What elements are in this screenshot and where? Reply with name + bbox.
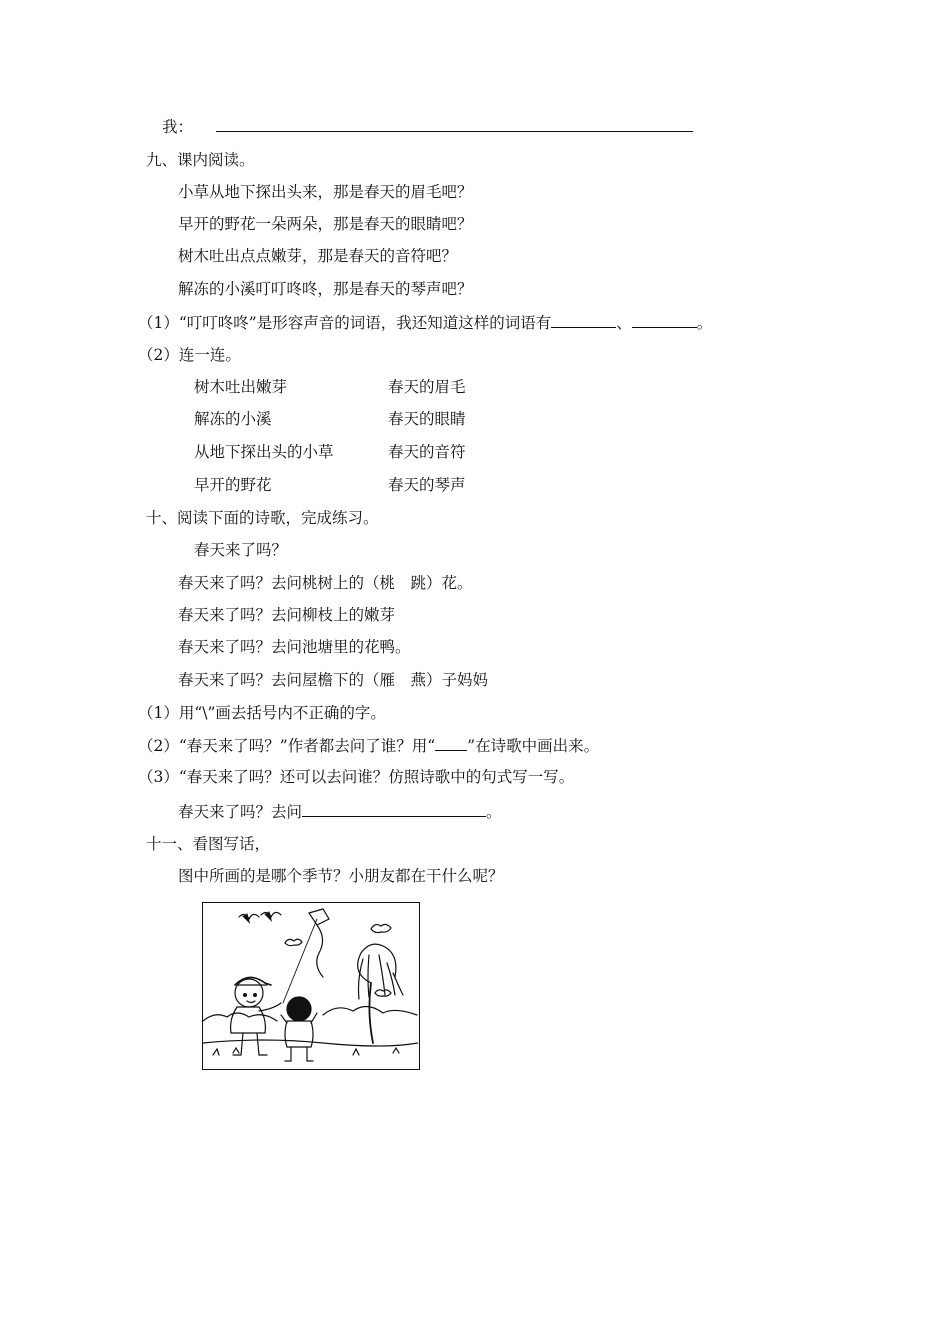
answer-label: 我： xyxy=(162,118,194,136)
answer-line-me xyxy=(162,116,693,137)
match-right-item: 春天的眉毛 xyxy=(388,378,466,396)
tree-icon xyxy=(369,983,373,1043)
illustration-drawing xyxy=(203,903,418,1068)
poem-line: 春天来了吗？去问池塘里的花鸭。 xyxy=(178,638,411,656)
match-right-item: 春天的眼睛 xyxy=(388,410,466,428)
spring-kite-illustration xyxy=(202,902,420,1070)
person-icon xyxy=(235,979,263,1007)
match-left-item: 解冻的小溪 xyxy=(194,410,272,428)
match-left-item: 树木吐出嫩芽 xyxy=(194,378,288,396)
question-10-2 xyxy=(138,735,599,756)
question-10-1: （1）用“\”画去括号内不正确的字。 xyxy=(138,704,386,722)
question-9-1 xyxy=(138,312,712,333)
picture-prompt: 图中所画的是哪个季节？小朋友都在干什么呢？ xyxy=(178,867,504,885)
section-11-heading: 十一、看图写话， xyxy=(146,835,271,853)
match-right-item: 春天的琴声 xyxy=(388,476,466,494)
child-icon xyxy=(287,997,311,1021)
kite-icon xyxy=(309,909,329,925)
poem-line: 早开的野花一朵两朵，那是春天的眼睛吧？ xyxy=(178,215,473,233)
poem-line: 树木吐出点点嫩芽，那是春天的音符吧？ xyxy=(178,247,458,265)
poem-title: 春天来了吗？ xyxy=(194,541,288,559)
poem-line: 小草从地下探出头来，那是春天的眉毛吧？ xyxy=(178,183,473,201)
answer-blank[interactable] xyxy=(216,116,693,132)
answer-blank[interactable] xyxy=(551,312,616,328)
poem-line: 解冻的小溪叮叮咚咚，那是春天的琴声吧？ xyxy=(178,280,473,298)
answer-blank[interactable] xyxy=(302,801,486,817)
cloud-icon xyxy=(285,939,302,945)
question-text: （2）“春天来了吗？”作者都去问了谁？用“ xyxy=(138,737,436,755)
match-left-item: 早开的野花 xyxy=(194,476,272,494)
poem-line: 春天来了吗？去问柳枝上的嫩芽 xyxy=(178,606,396,624)
poem-line: 春天来了吗？去问屋檐下的（雁 燕）子妈妈 xyxy=(178,671,489,689)
match-left-item: 从地下探出头的小草 xyxy=(194,443,334,461)
cloud-icon xyxy=(375,990,391,996)
fill-prefix: 春天来了吗？去问 xyxy=(178,803,303,821)
swallow-icon xyxy=(261,912,281,917)
cloud-icon xyxy=(371,924,391,932)
underline-sample xyxy=(435,735,467,751)
section-9-heading: 九、课内阅读。 xyxy=(146,151,255,169)
swallow-icon xyxy=(239,914,259,919)
poem-line: 春天来了吗？去问桃树上的（桃 跳）花。 xyxy=(178,574,473,592)
question-9-2: （2）连一连。 xyxy=(138,346,241,364)
period: 。 xyxy=(486,803,502,821)
answer-blank[interactable] xyxy=(632,312,697,328)
question-text: ”在诗歌中画出来。 xyxy=(467,737,600,755)
period: 。 xyxy=(696,314,713,332)
fill-line xyxy=(178,801,502,822)
separator: 、 xyxy=(616,314,632,332)
section-10-heading: 十、阅读下面的诗歌，完成练习。 xyxy=(146,509,379,527)
match-right-item: 春天的音符 xyxy=(388,443,466,461)
question-text: （1）“叮叮咚咚”是形容声音的词语，我还知道这样的词语有 xyxy=(138,314,552,332)
question-10-3: （3）“春天来了吗？还可以去问谁？仿照诗歌中的句式写一写。 xyxy=(138,768,575,786)
